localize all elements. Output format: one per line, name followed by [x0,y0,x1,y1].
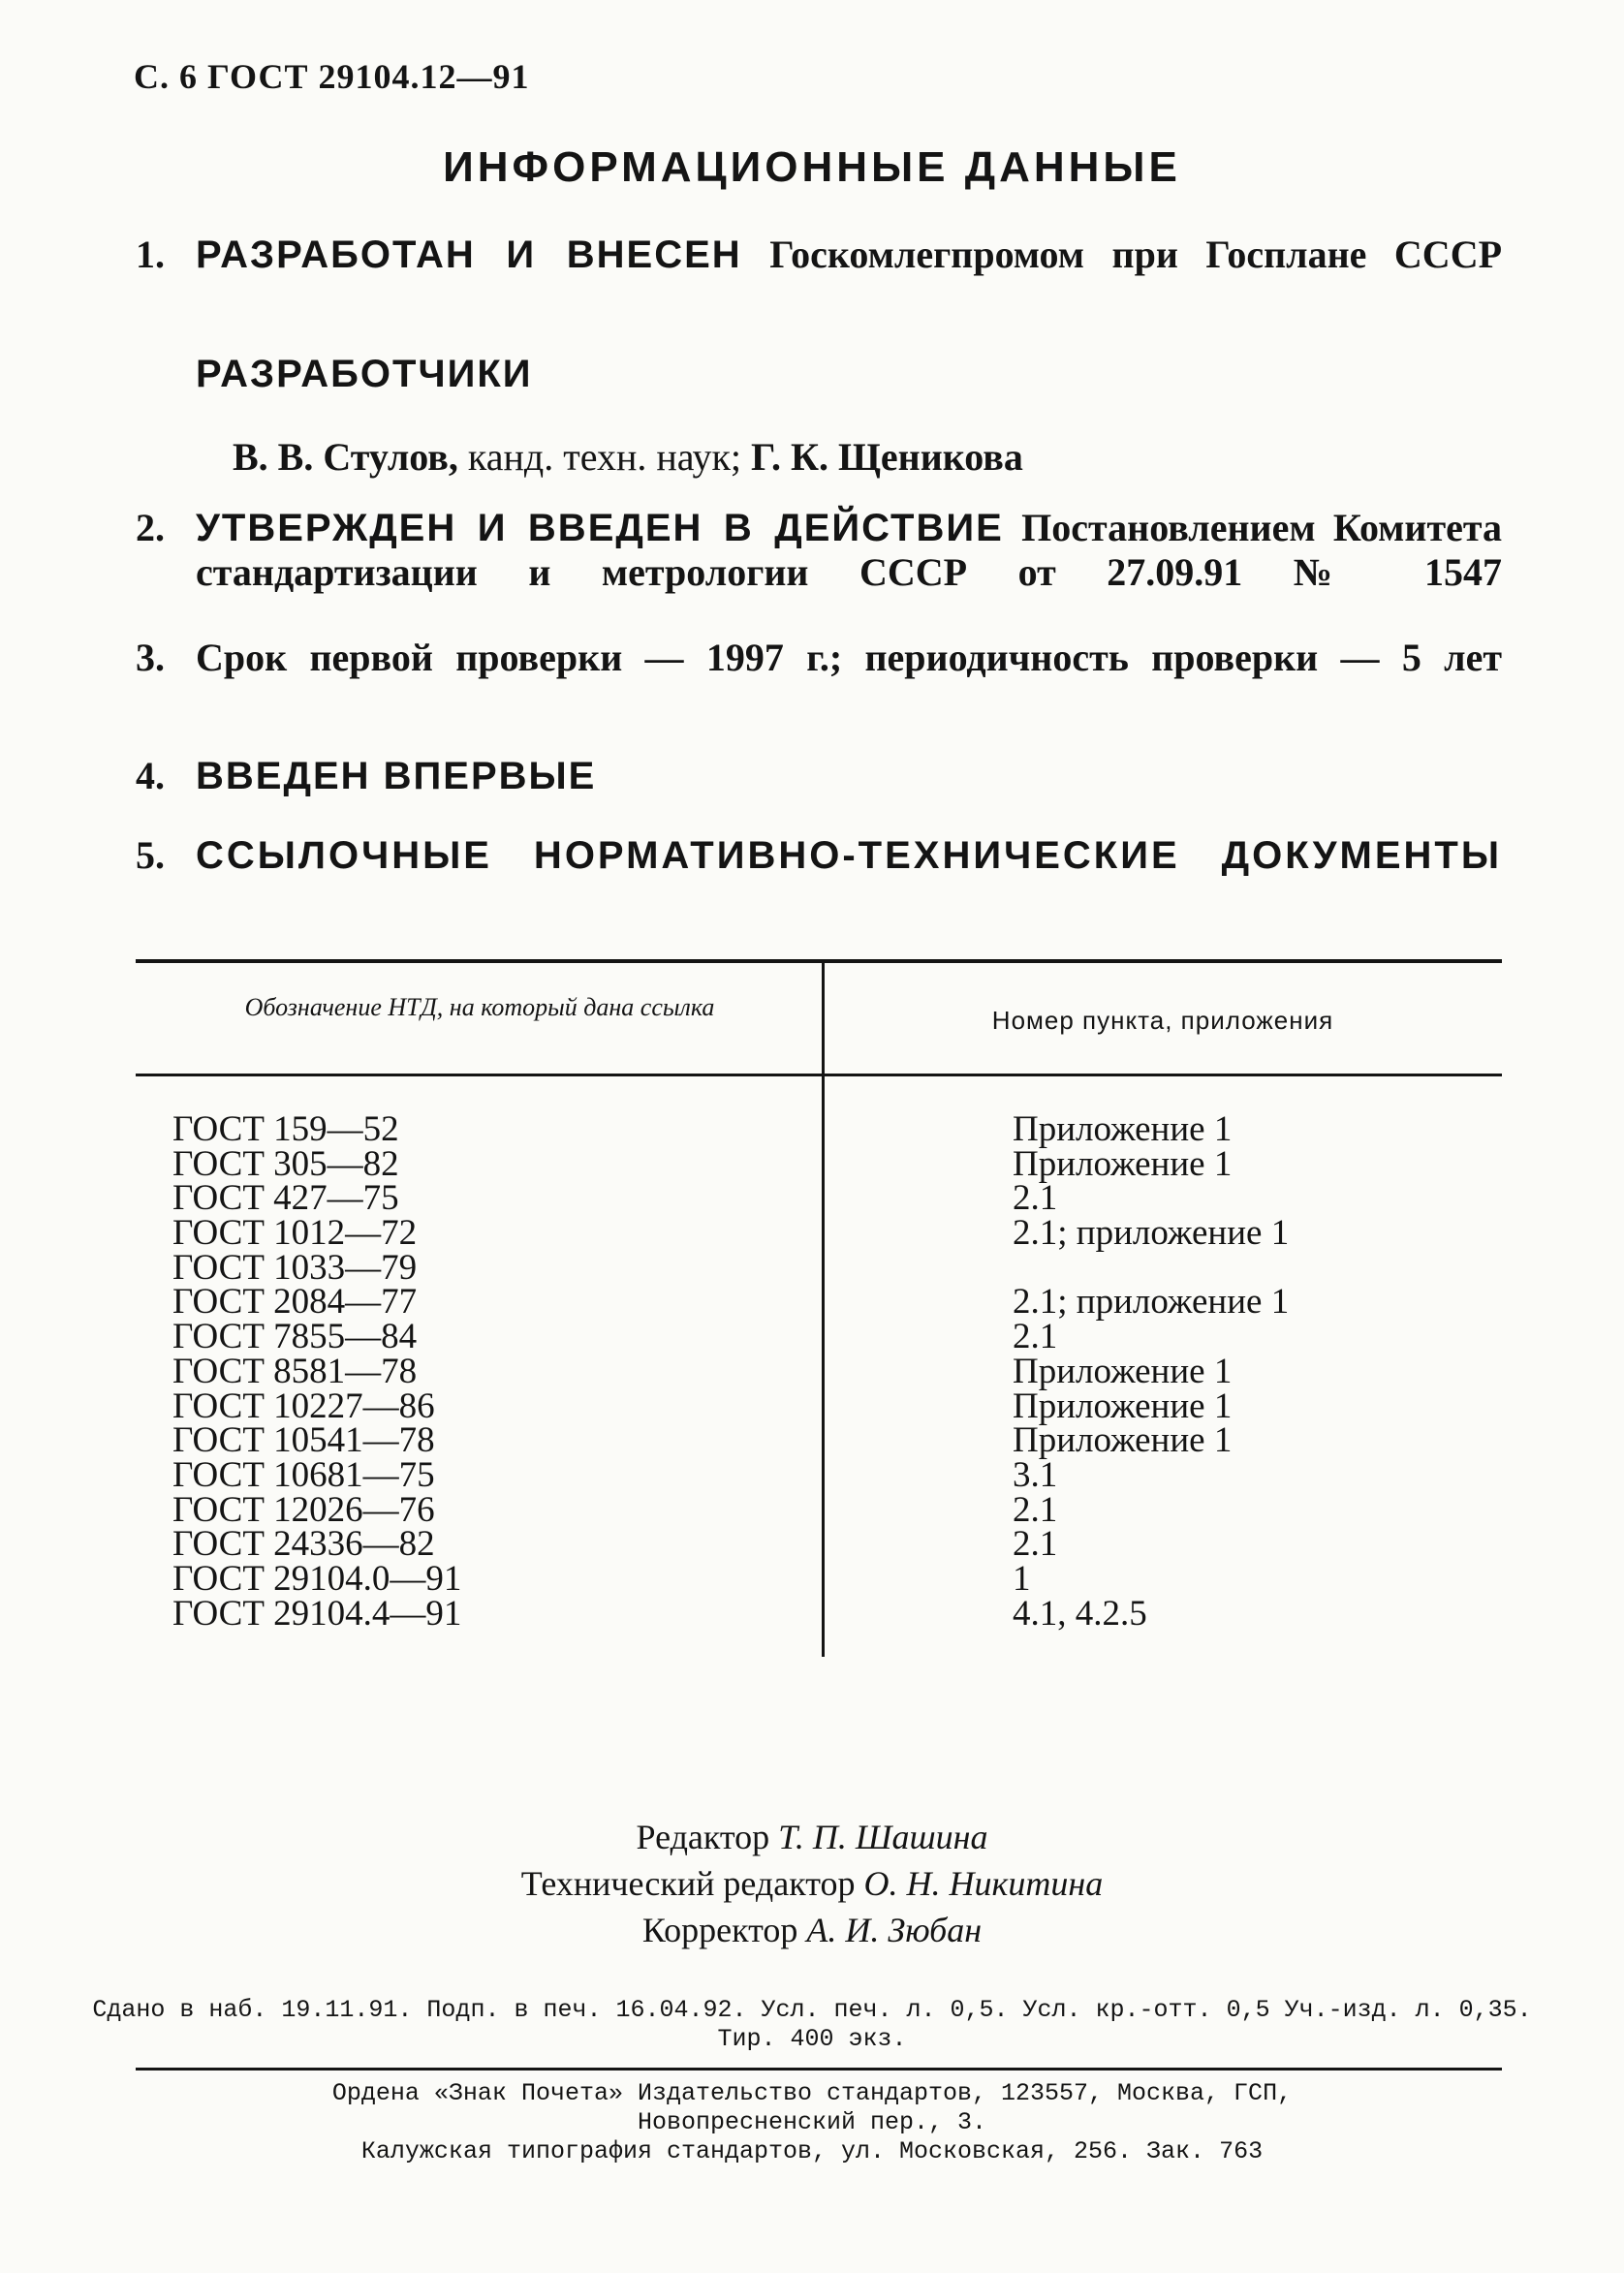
developers-heading: РАЗРАБОТЧИКИ [196,353,533,395]
item-1-number: 1. [136,233,165,276]
item-5 [136,833,1502,878]
table-cell-doc: ГОСТ 10681—75 [172,1454,435,1495]
table-cell-doc: ГОСТ 1033—79 [172,1247,418,1288]
table-col-ref [1013,1109,1290,1634]
table-header-col1: Обозначение НТД, на который дана ссылка [244,993,715,1021]
table-cell-doc: ГОСТ 10227—86 [172,1386,435,1426]
table-cell-doc: ГОСТ 12026—76 [172,1489,435,1530]
table-col-doc [172,1109,462,1634]
table-cell-ref: 2.1; приложение 1 [1013,1282,1290,1323]
item-4 [136,754,1502,798]
item-4-number: 4. [136,754,165,797]
imprint-line-4: Новопресненский пер., 3. [637,2108,987,2136]
item-3 [136,636,1502,680]
item-1 [136,233,1502,277]
table-cell-ref: 2.1; приложение 1 [1013,1213,1290,1254]
table-cell-ref: 2.1 [1013,1524,1058,1565]
item-4-caps: ВВЕДЕН ВПЕРВЫЕ [196,755,597,797]
item-2-text: Постановлением Комитета стандартизации и метрологии СССР от 27.09.91 № 1547 [196,506,1503,594]
item-1-body [196,233,1502,277]
imprint-line-5: Калужская типография стандартов, ул. Московская, 256. Зак. 763 [360,2137,1264,2165]
item-2-caps: УТВЕРЖДЕН И ВВЕДЕН В ДЕЙСТВИЕ [196,507,1004,549]
table-cell-doc: ГОСТ 10541—78 [172,1420,435,1461]
table-cell-ref: 3.1 [1013,1454,1058,1495]
page-header: С. 6 ГОСТ 29104.12—91 [134,57,530,96]
developers-line [233,434,1023,480]
page-title: ИНФОРМАЦИОННЫЕ ДАННЫЕ [443,143,1181,191]
credit-editor [0,1814,1624,1860]
corrector-label: Корректор [641,1911,798,1949]
table-cell-doc: ГОСТ 1012—72 [172,1213,418,1254]
table-top-rule [136,959,1502,963]
table-cell-ref [1013,1251,1289,1286]
item-5-caps: ССЫЛОЧНЫЕ НОРМАТИВНО-ТЕХНИЧЕСКИЕ ДОКУМЕНТЫ [196,834,1502,877]
table-cell-doc: ГОСТ 29104.4—91 [172,1593,462,1634]
item-2-number: 2. [136,506,165,549]
credit-corrector [0,1907,1624,1953]
credit-tech-editor [0,1860,1624,1907]
item-1-text: Госкомлегпромом при Госплане СССР [769,233,1503,276]
table-cell-doc: ГОСТ 2084—77 [172,1282,418,1323]
tech-editor-label: Технический редактор [520,1864,856,1903]
table-header-divider [822,963,825,1074]
imprint-line-1: Сдано в наб. 19.11.91. Подп. в печ. 16.04.92. Усл. печ. л. 0,5. Усл. кр.-отт. 0,5 Уч.-изд. л. 0,35. [92,1996,1532,2024]
developer-1-degree: канд. техн. наук; [467,435,742,479]
table-cell-doc: ГОСТ 8581—78 [172,1351,418,1391]
imprint-line-2: Тир. 400 экз. [717,2025,907,2053]
item-1-caps: РАЗРАБОТАН И ВНЕСЕН [196,234,742,276]
table-cell-doc: ГОСТ 29104.0—91 [172,1558,462,1599]
table-cell-ref: 2.1 [1013,1317,1058,1357]
item-2 [136,506,1502,595]
corrector-name: А. И. Зюбан [806,1911,983,1949]
tech-editor-name: О. Н. Никитина [863,1864,1104,1903]
table-cell-doc: ГОСТ 159—52 [172,1109,399,1149]
imprint-rule [136,2068,1502,2071]
table-cell-doc: ГОСТ 7855—84 [172,1317,418,1357]
table-cell-ref: 1 [1013,1558,1031,1599]
table-cell-ref: 2.1 [1013,1489,1058,1530]
developer-2-name: Г. К. Щеникова [751,435,1023,479]
table-cell-doc: ГОСТ 427—75 [172,1178,399,1219]
table-cell-ref: 2.1 [1013,1178,1058,1219]
item-2-body [196,506,1502,595]
developer-1-name: В. В. Стулов, [233,435,458,479]
item-3-text: Срок первой проверки — 1997 г.; периодичность проверки — 5 лет [196,636,1502,679]
table-cell-ref: Приложение 1 [1013,1386,1233,1426]
table-cell-ref: Приложение 1 [1013,1420,1233,1461]
table-header-col2: Номер пункта, приложения [991,1006,1334,1035]
table-cell-ref: Приложение 1 [1013,1351,1233,1391]
table-header-rule [136,1074,1502,1076]
table-cell-ref: Приложение 1 [1013,1109,1233,1149]
table-cell-ref: 4.1, 4.2.5 [1013,1593,1147,1634]
table-cell-ref: Приложение 1 [1013,1143,1233,1184]
editor-name: Т. П. Шашина [778,1818,988,1856]
table-cell-doc: ГОСТ 305—82 [172,1143,399,1184]
table-cell-doc: ГОСТ 24336—82 [172,1524,435,1565]
item-5-number: 5. [136,833,165,877]
editor-label: Редактор [636,1818,770,1856]
table-body-divider [822,1075,825,1657]
imprint-line-3: Ордена «Знак Почета» Издательство стандартов, 123557, Москва, ГСП, [331,2079,1293,2107]
item-3-number: 3. [136,636,165,679]
